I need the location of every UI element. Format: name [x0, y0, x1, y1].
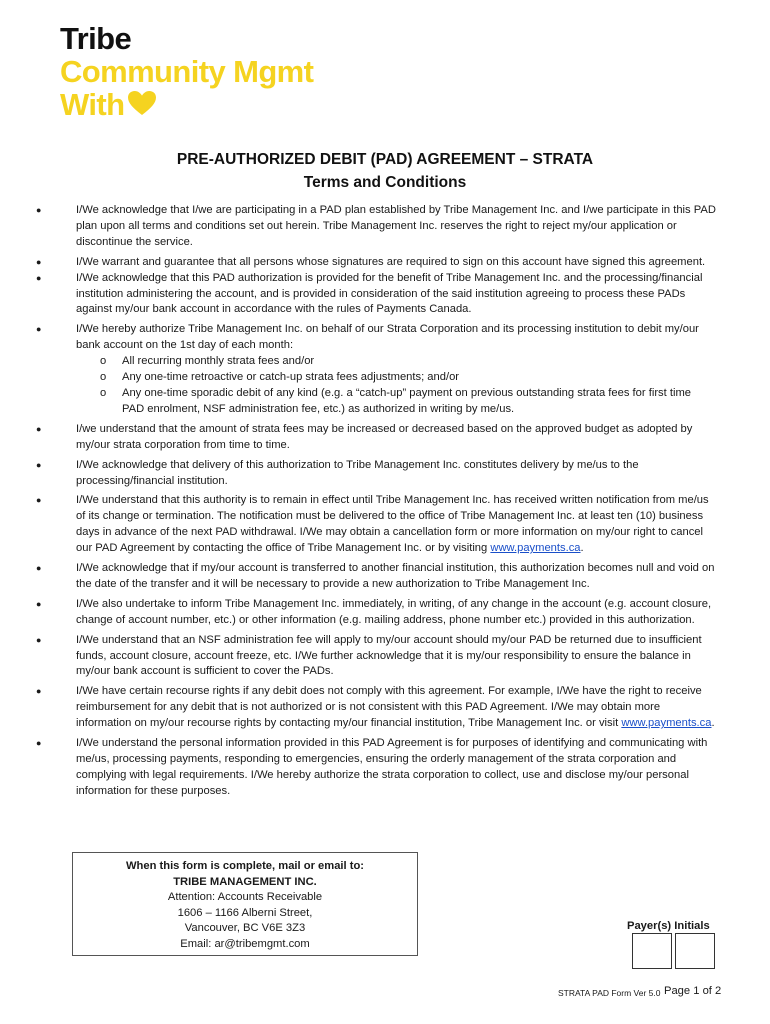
payments-link[interactable]: www.payments.ca: [490, 542, 581, 555]
bullet-icon: ●: [36, 563, 42, 574]
mail-city: Vancouver, BC V6E 3Z3: [184, 922, 306, 935]
document-subtitle: Terms and Conditions: [303, 174, 467, 191]
bullet-icon: ●: [36, 495, 42, 506]
form-version: STRATA PAD Form Ver 5.0: [558, 988, 661, 998]
term-item: [36, 322, 716, 417]
term-item: [36, 422, 716, 454]
term-item: [36, 736, 716, 800]
term-item: ● I/We understand that this authority is to remain in effect until Tribe Management Inc. has received written notification from me/us of its change or termination. The notification must be delivered to the office of Tribe Management Inc. at least ten (10) business days in advance of the next PAD withdrawal. I/We may obtain a cancellation form or more information on my/our right to cancel our PAD Agreement by contacting the office of Tribe Management Inc. or by visiting www.payments.ca.: [36, 494, 709, 555]
term-text: I/We warrant and guarantee that all persons whose signatures are required to sign on this account have signed this agreement.: [76, 255, 706, 268]
debit-sub-list: [76, 354, 716, 418]
term-item: [36, 458, 716, 490]
sub-item-text: Any one-time retroactive or catch-up strata fees adjustments; and/or: [122, 371, 460, 384]
sub-item-text: All recurring monthly strata fees and/or: [122, 355, 315, 368]
term-text: I/We also undertake to inform Tribe Management Inc. immediately, in writing, of any change in the account (e.g. account closure, change of account number, etc.) or other information (e.g. mailing address, phone number etc.) provided in this authorization.: [76, 597, 712, 626]
term-item: [36, 271, 716, 319]
sub-list-item: [76, 354, 716, 370]
page-number: Page 1 of 2: [664, 985, 722, 997]
bullet-icon: ●: [36, 634, 42, 645]
term-text: I/We acknowledge that this PAD authorization is provided for the benefit of Tribe Management Inc. and the processing/financial institution administering the account, and is provided in consideration of the said institution agreeing to process these PADs against my/our bank account in accordance with the rules of Payments Canada.: [76, 271, 703, 316]
mailing-instructions-box: [72, 852, 418, 956]
payer-initials-box-1[interactable]: [632, 933, 672, 969]
logo-line-3-text: With: [60, 87, 125, 122]
bullet-icon: ●: [36, 256, 42, 267]
term-text: I/we understand that the amount of strata fees may be increased or decreased based on the approved budget as adopted by my/our strata corporation from time to time.: [76, 422, 693, 451]
payments-link[interactable]: www.payments.ca: [621, 717, 712, 730]
bullet-icon: ●: [36, 598, 42, 609]
heart-icon: [127, 90, 157, 116]
circle-bullet-icon: o: [100, 355, 107, 368]
bullet-icon: ●: [36, 423, 42, 434]
logo-line-2: Community Mgmt: [60, 54, 314, 89]
bullet-icon: ●: [36, 205, 42, 215]
term-item: [36, 203, 716, 251]
term-text: I/We acknowledge that if my/our account is transferred to another financial institution, this authorization becomes null and void on the date of the transfer and it will be necessary to provide a new authorization to Tribe Management Inc.: [76, 562, 715, 590]
term-text: I/We understand that an NSF administration fee will apply to my/our account should my/our PAD be returned due to insufficient funds, account closure, account freeze, etc. I/We further acknowledge that it is my/our responsibility to ensure the balance in my/our bank account is sufficient to cover the PADs.: [76, 633, 702, 678]
sub-item-text: Any one-time sporadic debit of any kind (e.g. a “catch-up” payment on previous outstanding strata fees for first time PAD enrolment, NSF administration fee, etc.) as authorized in writing by me/us.: [122, 386, 691, 415]
logo-line-3: [60, 88, 313, 121]
circle-bullet-icon: o: [100, 386, 107, 399]
circle-bullet-icon: o: [100, 371, 107, 384]
bullet-icon: ●: [36, 738, 42, 749]
mail-instruction: When this form is complete, mail or email to:: [125, 860, 365, 872]
term-text: I/We understand the personal information provided in this PAD Agreement is for purposes of identifying and communicating with me/us, processing payments, responding to emergencies, ensuring the orderly management of the strata corporation and complying with legal requirements. I/We hereby authorize the strata corporation to collect, use and disclose my/our personal information for these purposes.: [76, 737, 708, 797]
term-text: I/We acknowledge that I/we are participating in a PAD plan established by Tribe Management Inc. and I/we participate in this PAD plan upon all terms and conditions set out herein. Tribe Management Inc. reserves the right to reject my/our application or discontinue the service.: [76, 204, 716, 248]
company-logo: [60, 22, 313, 121]
terms-list: [36, 203, 716, 804]
bullet-icon: ●: [36, 686, 42, 697]
mail-street: 1606 – 1166 Alberni Street,: [177, 906, 313, 919]
term-item: ● I/We have certain recourse rights if any debit does not comply with this agreement. For example, I/We have the right to receive reimbursement for any debit that is not authorized or is not consistent with this PAD Agreement. I/We may obtain more information on my/our recourse rights by contacting my/our financial institution, Tribe Management Inc. or visit www.payments.ca.: [36, 685, 715, 730]
term-text: I/We have certain recourse rights if any debit does not comply with this agreement. For example, I/We have the right to receive reimbursement for any debit that is not authorized or is not consistent with this PAD Agreement. I/We may obtain more information on my/our recourse rights by contacting my/our financial institution, Tribe Management Inc. or visit: [76, 685, 702, 730]
term-item: [36, 597, 716, 629]
mail-email: Email: ar@tribemgmt.com: [180, 937, 310, 950]
payer-initials-box-2[interactable]: [675, 933, 715, 969]
term-item: [36, 633, 716, 681]
sub-list-item: [76, 370, 716, 386]
sub-list-item: [76, 386, 716, 418]
mail-attention: Attention: Accounts Receivable: [167, 891, 323, 904]
term-item: [36, 255, 716, 271]
logo-line-1: Tribe: [60, 21, 132, 56]
bullet-icon: ●: [36, 324, 42, 335]
bullet-icon: ●: [36, 272, 42, 283]
term-text: I/We understand that this authority is to remain in effect until Tribe Management Inc. has received written notification from me/us of its change or termination. The notification must be delivered to the office of Tribe Management Inc. at least ten (10) business days in advance of the next PAD withdrawal. I/We may obtain a cancellation form or more information on my/our right to cancel our PAD Agreement by contacting the office of Tribe Management Inc. or by visiting: [76, 494, 709, 555]
term-item: [36, 561, 716, 593]
document-title: PRE-AUTHORIZED DEBIT (PAD) AGREEMENT – STRATA: [176, 151, 594, 168]
term-text: I/We acknowledge that delivery of this authorization to Tribe Management Inc. constitutes delivery by me/us to the processing/financial institution.: [76, 458, 639, 487]
bullet-icon: ●: [36, 459, 42, 470]
payer-initials-label: Payer(s) Initials: [627, 920, 710, 932]
term-text: I/We hereby authorize Tribe Management Inc. on behalf of our Strata Corporation and its processing institution to debit my/our bank account on the 1st day of each month:: [76, 323, 699, 352]
mail-company: TRIBE MANAGEMENT INC.: [173, 875, 317, 888]
